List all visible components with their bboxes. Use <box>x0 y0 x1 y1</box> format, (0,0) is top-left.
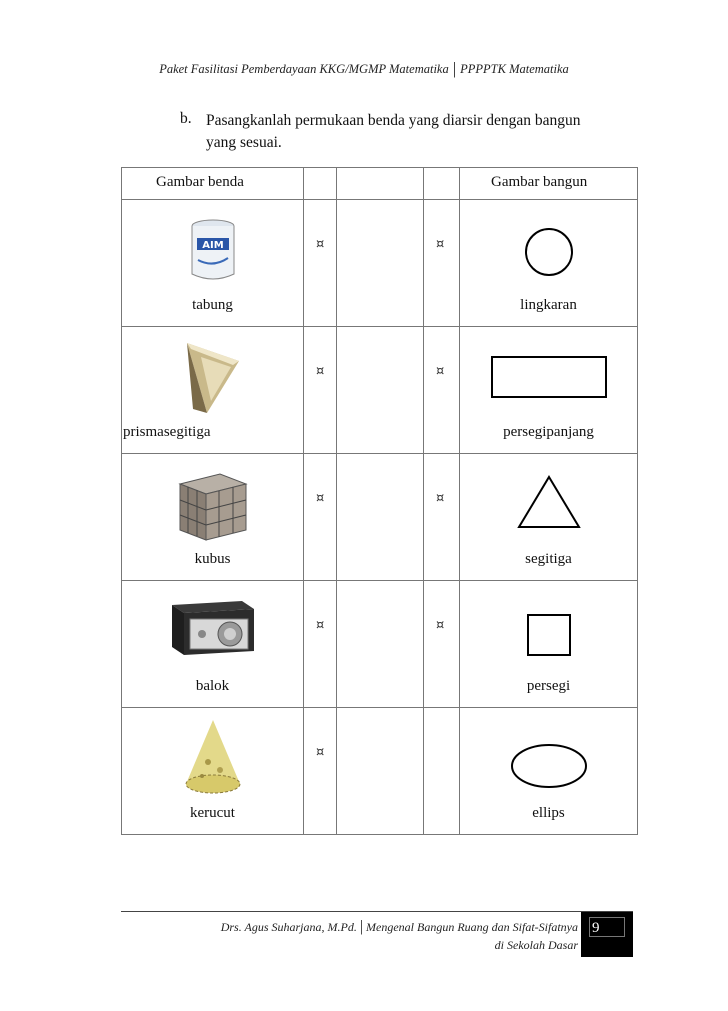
shape-label: ellips <box>532 805 565 821</box>
mark-cell <box>304 708 337 835</box>
header-cell-empty <box>337 168 424 200</box>
connection-mark-icon[interactable]: ¤ <box>316 364 325 379</box>
mark-cell <box>424 454 460 581</box>
blank-cell <box>337 581 424 708</box>
cube-icon <box>176 470 250 542</box>
mark-cell <box>304 454 337 581</box>
object-cell <box>122 454 304 581</box>
mark-cell <box>424 200 460 327</box>
cylinder-can-icon <box>188 218 238 284</box>
header-separator: | <box>452 59 457 78</box>
mark-cell <box>304 200 337 327</box>
blank-cell <box>337 454 424 581</box>
object-cell <box>122 708 304 835</box>
header-left: Paket Fasilitasi Pemberdayaan KKG/MGMP Matematika <box>159 62 449 76</box>
cone-icon <box>182 718 244 796</box>
page-number-box <box>581 912 633 957</box>
table-row <box>122 327 638 454</box>
object-label: balok <box>195 678 230 694</box>
table-row <box>122 200 638 327</box>
table-header-row <box>122 168 638 200</box>
connection-mark-icon[interactable]: ¤ <box>316 491 325 506</box>
mark-cell <box>424 327 460 454</box>
shape-label: segitiga <box>525 551 572 567</box>
page-header <box>0 58 728 78</box>
object-cell <box>122 581 304 708</box>
shape-label: persegi <box>526 678 571 694</box>
table-row <box>122 581 638 708</box>
footer-title-line-2: di Sekolah Dasar <box>494 938 578 952</box>
mark-cell <box>304 327 337 454</box>
header-right: PPPPTK Matematika <box>460 62 569 76</box>
connection-mark-icon[interactable]: ¤ <box>316 237 325 252</box>
col-right-label: Gambar bangun <box>491 174 588 190</box>
object-label: prismasegitiga <box>123 424 211 440</box>
header-cell-shapes <box>460 168 638 200</box>
header-cell-empty <box>424 168 460 200</box>
connection-mark-icon[interactable]: ¤ <box>436 364 445 379</box>
shape-cell <box>460 200 638 327</box>
mark-cell <box>304 581 337 708</box>
header-cell-empty <box>304 168 337 200</box>
footer-title: Mengenal Bangun Ruang dan Sifat-Sifatnya <box>366 920 578 934</box>
object-cell <box>122 327 304 454</box>
square-icon <box>526 613 572 657</box>
page-number: 9 <box>589 917 625 937</box>
speaker-box-icon <box>170 597 256 657</box>
table-row <box>122 708 638 835</box>
footer-line-1 <box>170 918 578 936</box>
header-cell-objects <box>122 168 304 200</box>
page-footer <box>170 918 578 954</box>
ellipse-icon <box>509 742 589 790</box>
table-row <box>122 454 638 581</box>
shape-cell <box>460 581 638 708</box>
shape-cell <box>460 327 638 454</box>
connection-mark-icon[interactable]: ¤ <box>436 618 445 633</box>
svg-text:AIM: AIM <box>201 240 224 251</box>
footer-author: Drs. Agus Suharjana, M.Pd. <box>220 920 357 934</box>
object-label: kerucut <box>190 805 235 821</box>
shape-label: lingkaran <box>520 297 577 313</box>
instruction-marker: b. <box>180 110 192 127</box>
object-cell <box>122 200 304 327</box>
matching-table <box>121 167 638 835</box>
connection-mark-icon[interactable]: ¤ <box>316 618 325 633</box>
mark-cell <box>424 581 460 708</box>
instruction-text: Pasangkanlah permukaan benda yang diarsir dengan bangun yang sesuai. <box>206 112 581 151</box>
circle-icon <box>523 226 575 278</box>
connection-mark-icon[interactable]: ¤ <box>436 491 445 506</box>
blank-cell <box>424 708 460 835</box>
object-label: kubus <box>194 551 231 567</box>
blank-cell <box>337 200 424 327</box>
shape-label: persegipanjang <box>503 424 594 440</box>
footer-separator: | <box>359 918 364 935</box>
connection-mark-icon[interactable]: ¤ <box>316 745 325 760</box>
shape-cell <box>460 708 638 835</box>
connection-mark-icon[interactable]: ¤ <box>436 237 445 252</box>
triangular-prism-icon <box>181 339 245 417</box>
object-label: tabung <box>192 297 233 313</box>
shape-cell <box>460 454 638 581</box>
blank-cell <box>337 708 424 835</box>
col-left-label: Gambar benda <box>156 174 244 190</box>
triangle-icon <box>516 474 582 530</box>
blank-cell <box>337 327 424 454</box>
footer-divider <box>121 911 633 912</box>
rectangle-icon <box>490 355 608 399</box>
